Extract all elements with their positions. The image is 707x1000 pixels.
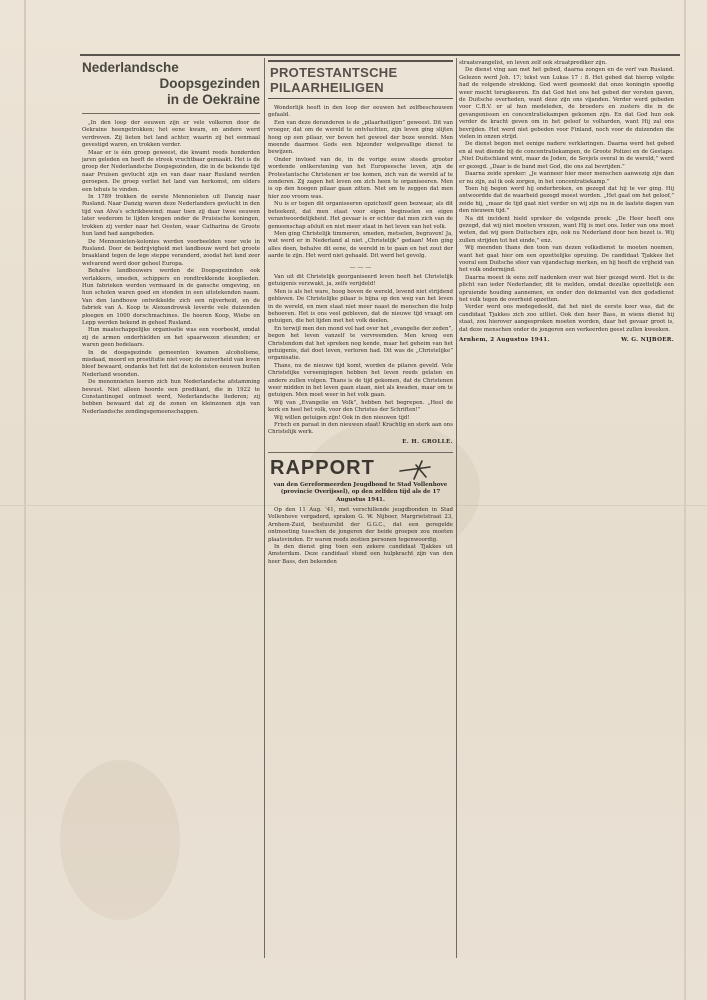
paragraph: Nu is er tegen dit organiseeren opzichzelf geen bezwaar, als dit beteekent, dat men staat voor eigen beginselen en eigen verantwoordelijkheid. Het gevaar is er echter dat men zich van de gemeenschap afsluit en niet meer staat in het leven van het volk. — [268, 201, 453, 230]
headline-rule — [82, 113, 260, 114]
paragraph: Van uit dit Christelijk georganiseerd leven heeft het Christelijk getuigenis verzwakt, ja, zelfs verijdeld! — [268, 273, 453, 288]
rapport-footer — [459, 337, 674, 343]
paper-fold-left — [24, 0, 26, 1000]
article-headline — [268, 60, 453, 99]
paper-fold-right — [684, 0, 686, 1000]
paragraph: Wij meenden thans den toon van dezen volksdienst te moeten noemen, want het gaat hier om een opzettelijke opruiing. De candidaat Tjakkes liet vooral een Duitsche sfeer van vijandschap merken, en hij heeft de vrijheid van het volk ondermijnd. — [459, 245, 674, 274]
rapport-signature: W. G. NIJBOER. — [621, 337, 674, 344]
article-body — [268, 105, 453, 446]
rapport-subheading: van den Gereformeerden Jeugdbond te Stad Vollenhove (provincie Overijssel), op den zelfden tijd als de 17 Augustus 1941. — [273, 482, 448, 503]
paragraph: De dienst begon met eenige nadere verklaringen. Daarna werd het gebed en al wat diende bij de concentratiekampen, de Groote Polizei en de Gestapo. „Niet Duitschland wint, maar de Joden, de Sovjets overal in de wereld,” werd er gezegd. „Daar is de band met God, die ons zal bevrijden.” — [459, 141, 674, 170]
paragraph: straatevangelist, en leven zelf ook straatprediker zijn. — [459, 60, 607, 66]
paragraph: Hun maatschappelijke organisatie was een voorbeeld, omdat zij de armen onderhielden en het spaarwezen steunden; er waren geen bedelaars. — [82, 327, 260, 349]
paragraph: Frisch en paraat in den nieuwen staat! Krachtig en sterk aan ons Christelijk werk. — [268, 422, 453, 436]
rapport-continued — [459, 60, 674, 960]
paragraph: In 1789 trokken de eerste Mennonieten uit Danzig naar Rusland. Naar Danzig waren deze Nederlanders gevlucht in den tijd van Alva's schrikbewind; maar toen zij daar twee eeuwen later wederom te lijden kregen onder de Pruisische koningen, trokken zij verder naar het Oosten, waar Catharina de Groote hun land had aangeboden. — [82, 194, 260, 238]
paragraph: Thans, nu de nieuwe tijd komt, worden de pilaren geveld. Vele Christelijke vereenigingen hebben het leven reeds gelaten en andere zullen volgen. Thans is de tijd gekomen, dat de Christenen weer midden in het leven gaan staan, niet als kwaden, maar om te getuigen. Men moet weer in het volk gaan. — [268, 362, 453, 399]
paragraph: De dienst ving aan met het gebed, daarna zongen en de verf van Rusland. Gelezen werd Joh. 17; tekst van Lukas 17 : 8. Het gebed dat hierop volgde had de volgende strekking. God werd gesmeekt dat onze koningin spoedig weer mocht terugkeeren. En dat God hiet ons het gebed der vorsten gaven, de Duitsche overheden, want deze zijn ons vijanden. Verder werd gebeden voor C.B.V. er al hun medeleden, de broeders en zusters die in de gevangenissen en concentratiekampen gekomen zijn. En dat God hun ook verder de kracht geven om in het geloof te volharden, want Hij zal ons bevrijden. Het werd niet gebeden voor Finland, noch voor de duizenden die vielen in onzen strijd. — [459, 67, 674, 141]
headline-line: Doopsgezinden — [159, 76, 260, 91]
column-divider — [456, 58, 457, 958]
paragraph: Verder werd ons medegedeeld, dat het niet de eerste keer was, dat de candidaat Tjakkes zich zoo uitliet. Ook den heer Bass, in wiens dienst hij staat, zou hierover aangesproken moeten worden, daar het gevaar groot is, dat deze menschen onder de jongeren een verkeerden geest zullen kweeken. — [459, 304, 674, 333]
article-headline — [82, 60, 260, 113]
paragraph: Men ging Christelijk timmeren, smeden, metselen, begraven! Ja, wat werd er in Nederland al niet „Christelijk” gedaan! Men ging alles doen, behalve dit eene, de wereld in te gaan en het zout der aarde te zijn. Het werd niet gehaald. Dit werd het gevolg. — [268, 230, 453, 260]
paragraph: Wij willen getuigen zijn! Ook in den nieuwen tijd! — [274, 414, 410, 421]
headline-line: PILAARHEILIGEN — [270, 80, 384, 95]
paragraph: Daarna moest ik eens zelf nadenken over wat hier gezegd werd. Het is de plicht van ieder Nederlander, dit te melden, omdat dezulke opzettelijk een opruiende houding aannemen, en onder den dekmantel van den godsdienst het volk tegen de overheid opzetten. — [459, 274, 674, 303]
paragraph: En terwijl men den mond vol had over het „evangelie der zeden”, begon het leven vanzelf te vervreemden. Men kreeg een Christendom dat het spreken nog kende, maar het geheim van het getuigenis, dat doet leven, verloren had. Dit was de „Christelijke” organisatie. — [268, 325, 453, 362]
paragraph: Toen hij begon werd hij onderbroken, en gezegd dat hij te ver ging. Hij antwoordde dat de waarheid gezegd moest worden. „Het gaat om het geloof,” zeide hij, „maar de tijd gaat niet verder en wij zijn nu in de laatste dagen van den nieuwen tijd.” — [459, 185, 674, 215]
paragraph: Onder invloed van de, in de vorige eeuw steeds grooter wordende ontkerstening van het Europeesche leven, zijn de Protestantsche Christenen er toe komen, zich van de wereld af te zonderen. Zij zagen het leven om zich heen te organiseeren. Men is op den hoogen pilaar gaan zitten. Niet om te zeggen dat men hier zoo vroom was. — [268, 156, 453, 200]
paragraph: De Mennonieten-kolonies werden voorbeelden voor vele in Rusland. Door de bedrijvigheid met landbouw werd het groote braakland tegen de lege steppe veranderd, zoodat het land zeer welvarend werd door geheel Europa. — [82, 238, 260, 267]
rapport-section — [268, 457, 453, 566]
section-divider: — — — — [349, 263, 372, 271]
paragraph: In den dienst ging toen een zekere candidaat Tjakkes uit Amsterdam. Deze candidaat stond een hulpkracht zijn van den heer Bass, den bekenden — [268, 543, 453, 565]
paragraph: In de doopsgezinde gemeenten kwamen alcoholisme, misdaad, moord en prostitutie niet voor; de zuiverheid van leven bleef bewaard, ondanks het feit dat de kolonisten eeuwen buiten Nederland woonden. — [82, 349, 260, 378]
rapport-heading: RAPPORT — [270, 457, 375, 480]
paragraph: „In den loop der eeuwen zijn er vele volkeren door de Oekraine heengetrokken; het eene kwam, en andere werd verdreven. Zij lieten het land achter, waarin zij het eenmaal gevestigd waren, en trokken verder. — [82, 120, 260, 149]
column-divider — [264, 58, 265, 958]
headline-line: PROTESTANTSCHE — [270, 65, 398, 80]
article-signature: E. H. GROLLE. — [402, 438, 453, 445]
place-date: Arnhem, 2 Augustus 1941. — [459, 337, 550, 344]
paragraph: Men is als het ware, hoog boven de wereld, levend niet strijdend gebleven. De Christelijke pilaar is bijna op den weg van het leven in de wereld, en men staat niet meer naast de menschen die hulp behoeven. Het is ons veel gebleven, dat de nieuwe tijd vraagt om getuigen, die het lijden met het volk deelen. — [268, 288, 453, 325]
paragraph: Behalve landbouwers werden de Doopsgezinden ook verlakkers, smeden, schippers en rondtrekkende kooplieden. Hun fabrieken werden vermaard in de gansche omgeving, en hun scholen waren goed en stonden in een uitstekenden naam. Van den landbouw ontwikkelde zich een nijverheid, en de fabriek van A. Koop te Alexandrowsk leverde vele duizenden ploegen en 1000 dorschmachines. De heeren Koop, Wiebe en Lepp werden bekend in geheel Rusland. — [82, 268, 260, 326]
rapport-body-continued — [459, 60, 674, 334]
paragraph: Maar er is één groep geweest, die kwamt reeds honderden jaren geleden en heeft de streek vruchtbaar gemaakt. Het is de groep der Nederlandsche Doopsgezinden, die in de bekende tijd naar Pruisen gevlucht zijn en van daar naar Rusland werden geroepen. De groep verliet het land van herkomst, om elders een tehuis te vinden. — [82, 149, 260, 193]
headline-line: in de Oekraine — [166, 92, 260, 107]
article-doopsgezinden — [82, 60, 260, 960]
headline-line: Nederlandsche — [82, 60, 179, 75]
paragraph: Wij van „Evangelie en Volk”, hebben het begrepen. „Heel de kerk en heel het volk, voor den Christus der Schriften!” — [268, 399, 453, 414]
top-rule — [80, 54, 680, 56]
handwritten-mark-icon — [396, 457, 436, 485]
section-rule — [268, 452, 453, 453]
paragraph: Op den 11 Aug. '41, met verschillende jeugdbonden in Stad Vollenhove vergaderd, spraken G. W. Nijboer, Margrietstraat 23, Arnhem-Zuid, bestuurslid der G.G.C., dat een geregelde ontmoeting tusschen de jongeren der beide groepen zou moeten plaatsvinden. Er waren reeds zestien personen tegenwoordig. — [268, 506, 453, 543]
article-body — [82, 120, 260, 416]
paragraph: Daarna zeide spreker: „Je wanneer hier meer menschen aanwezig zijn dan er nu zijn, zal ik ook zorgen, in het concentratiekamp.” — [459, 171, 674, 185]
paragraph: Na dit incident hield spreker de volgende preek: „De Heer heeft ons gezegd, dat wij niet moeten vreezen, want Hij is met ons. Ieder van ons moet weten, dat wij geen Duitschers zijn, ook nu Nederland door hen bezet is. Wij zullen strijden tot het einde,” enz. — [459, 215, 674, 244]
paragraph: De menonnieten leeren zich hun Nederlandsche afstamming bewust. Niet alleen hoorde een predikant, die in 1922 te Constantinopel ontmoet werd, Nederlandsche liederen; zij hebben bewaard dat zij de zonen en kleinzonen zijn van Nederlandsche zendingsgemeenschappen. — [82, 379, 260, 415]
article-pilaarheiligen — [268, 60, 453, 960]
paragraph: Een van deze deranderen is de „pilaarheiligen” geweest. Dit van vroeger, dat om de wereld te ontvluchten, zijn leven ging slijten hoog op een pilaar, ver boven het gewoel der boze wereld. Men meende daarmee Gods een bijzonder welgevallige dienst te bewijzen. — [268, 119, 453, 156]
paragraph: Wonderlijk heeft in den loop der eeuwen het zelfbeschouwen gefaald. — [268, 105, 453, 119]
rapport-body — [268, 507, 453, 566]
